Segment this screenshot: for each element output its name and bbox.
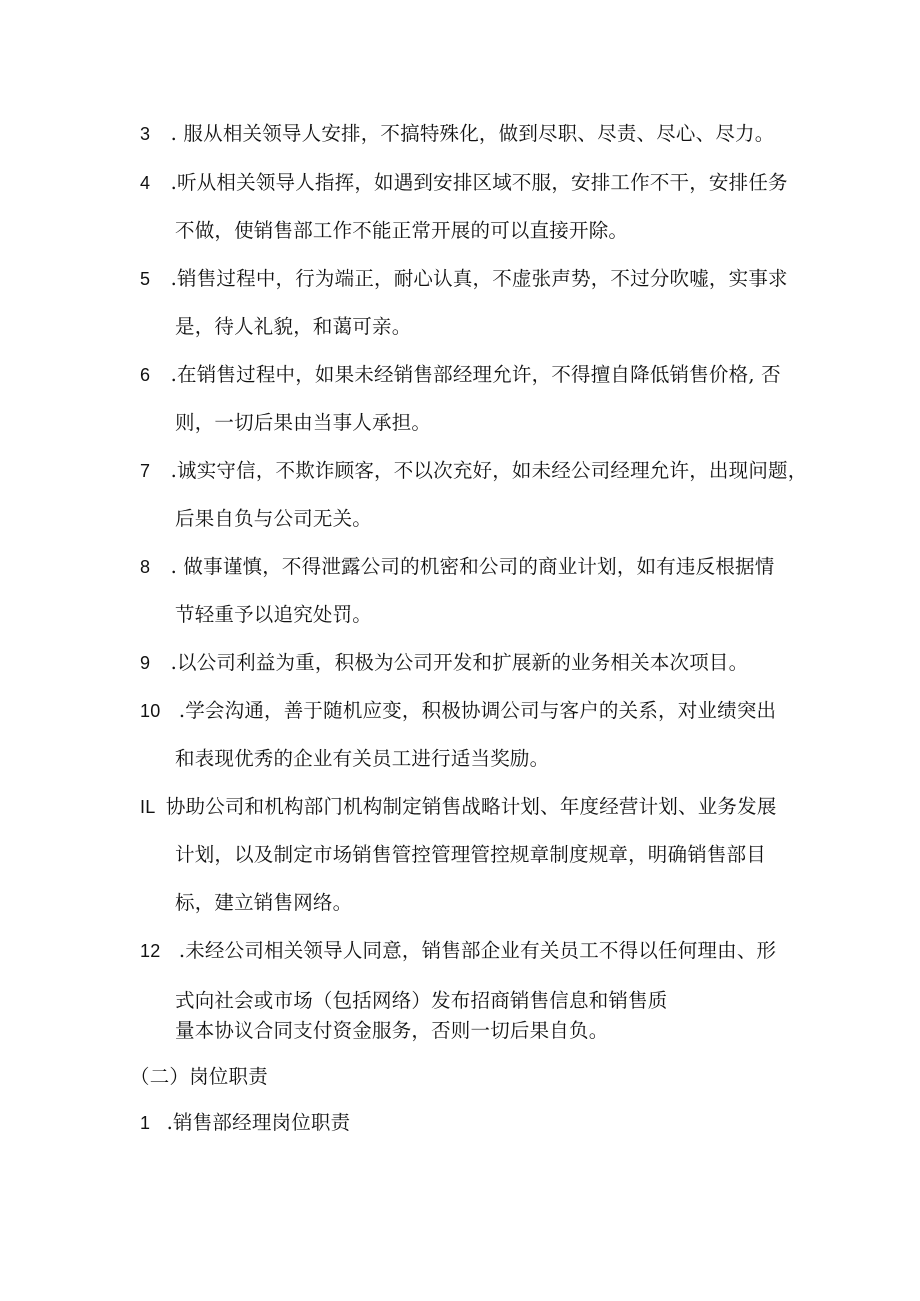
list-item [140, 362, 781, 388]
item-continuation: 则，一切后果由当事人承担。 [175, 411, 432, 434]
item-continuation: 标，建立销售网络。 [175, 891, 353, 914]
list-item [140, 794, 777, 820]
list-item [140, 266, 788, 292]
item-continuation: 计划，以及制定市场销售管控管理管控规章制度规章，明确销售部目 [175, 843, 767, 866]
item-continuation: 后果自负与公司无关。 [175, 507, 373, 530]
item-number: 3 [140, 124, 151, 144]
item-continuation: 节轻重予以追究处罚。 [175, 603, 373, 626]
item-text: .诚实守信，不欺诈顾客，不以次充好，如未经公司经理允许，出现问题， [170, 459, 808, 482]
subsection-number: 1 [140, 1113, 151, 1133]
item-text: .听从相关领导人指挥，如遇到安排区域不服，安排工作不干，安排任务 [170, 171, 788, 194]
subsection-text: .销售部经理岗位职责 [166, 1111, 351, 1134]
item-text: . 服从相关领导人安排，不搞特殊化，做到尽职、尽责、尽心、尽力。 [170, 122, 775, 145]
item-continuation: 不做，使销售部工作不能正常开展的可以直接开除。 [175, 219, 629, 242]
item-number: 4 [140, 173, 151, 193]
item-continuation: 和表现优秀的企业有关员工进行适当奖励。 [175, 747, 550, 770]
item-number: 12 [140, 941, 161, 961]
section-heading: （二）岗位职责 [130, 1065, 268, 1088]
item-continuation: 式向社会或市场（包括网络）发布招商销售信息和销售质 [175, 989, 668, 1012]
item-number: 8 [140, 557, 151, 577]
item-text: .以公司利益为重，积极为公司开发和扩展新的业务相关本次项目。 [170, 651, 749, 674]
item-text: 协助公司和机构部门机构制定销售战略计划、年度经营计划、业务发展 [165, 795, 777, 818]
item-number: 10 [140, 701, 161, 721]
list-item [140, 458, 807, 484]
list-item [140, 650, 748, 676]
item-text: .未经公司相关领导人同意，销售部企业有关员工不得以任何理由、形 [178, 939, 777, 962]
item-text: .在销售过程中，如果未经销售部经理允许，不得擅自降低销售价格, 否 [170, 363, 781, 386]
item-number: 5 [140, 269, 151, 289]
item-text: . 做事谨慎，不得泄露公司的机密和公司的商业计划，如有违反根据情 [170, 555, 775, 578]
item-text: .销售过程中，行为端正，耐心认真，不虚张声势，不过分吹嘘，实事求 [170, 267, 788, 290]
item-text: .学会沟通，善于随机应变，积极协调公司与客户的关系，对业绩突出 [178, 699, 777, 722]
item-number: 7 [140, 461, 151, 481]
item-continuation: 量本协议合同支付资金服务，否则一切后果自负。 [175, 1019, 609, 1042]
item-number: 9 [140, 653, 151, 673]
list-item [140, 698, 776, 724]
item-continuation: 是，待人礼貌，和蔼可亲。 [175, 315, 412, 338]
list-item [140, 554, 774, 580]
item-number: 6 [140, 365, 151, 385]
item-number: IL [140, 797, 156, 817]
list-item [140, 121, 774, 147]
subsection-heading [140, 1110, 350, 1136]
list-item [140, 938, 776, 964]
list-item [140, 170, 788, 196]
